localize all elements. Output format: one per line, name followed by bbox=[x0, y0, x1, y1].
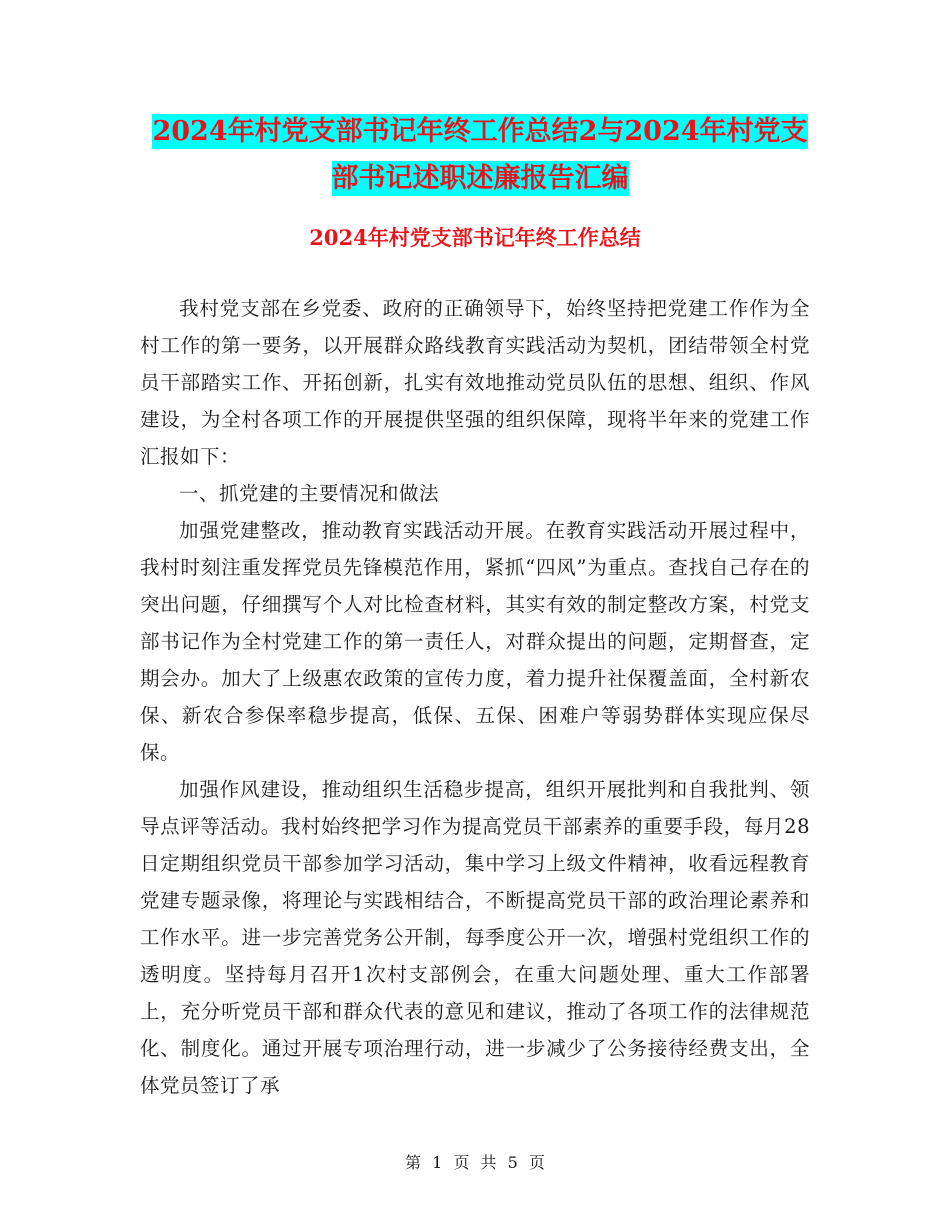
document-body bbox=[140, 290, 810, 1104]
document-title-text: 2024年村党支部书记年终工作总结2与2024年村党支部书记述职述廉报告汇编 bbox=[152, 116, 808, 194]
paragraph-intro: 我村党支部在乡党委、政府的正确领导下，始终坚持把党建工作作为全村工作的第一要务，以开展群众路线教育实践活动为契机，团结带领全村党员干部踏实工作、开拓创新，扎实有效地推动党员队伍的思想、组织、作风建设，为全村各项工作的开展提供坚强的组织保障，现将半年来的党建工作汇报如下： bbox=[140, 297, 810, 468]
paragraph-style-building: 加强作风建设，推动组织生活稳步提高，组织开展批判和自我批判、领导点评等活动。我村始终把学习作为提高党员干部素养的重要手段，每月28日定期组织党员干部参加学习活动，集中学习上级文件精神，收看远程教育党建专题录像，将理论与实践相结合，不断提高党员干部的政治理论素养和工作水平。进一步完善党务公开制，每季度公开一次，增强村党组织工作的透明度。坚持每月召开1次村支部例会，在重大问题处理、重大工作部署上，充分听党员干部和群众代表的意见和建议，推动了各项工作的法律规范化、制度化。通过开展专项治理行动，进一步减少了公务接待经费支出，全体党员签订了承 bbox=[140, 778, 810, 1097]
document-title bbox=[140, 108, 820, 202]
paragraph-rectification: 加强党建整改，推动教育实践活动开展。在教育实践活动开展过程中，我村时刻注重发挥党员先锋模范作用，紧抓“四风”为重点。查找自己存在的突出问题，仔细撰写个人对比检查材料，其实有效的制定整改方案，村党支部书记作为全村党建工作的第一责任人，对群众提出的问题，定期督查，定期会办。加大了上级惠农政策的宣传力度，着力提升社保覆盖面，全村新农保、新农合参保率稳步提高，低保、五保、困难户等弱势群体实现应保尽保。 bbox=[140, 519, 810, 764]
page-number-footer: 第 1 页 共 5 页 bbox=[405, 1153, 545, 1172]
section-title: 2024年村党支部书记年终工作总结 bbox=[309, 225, 641, 250]
paragraph-heading: 一、抓党建的主要情况和做法 bbox=[179, 482, 440, 505]
